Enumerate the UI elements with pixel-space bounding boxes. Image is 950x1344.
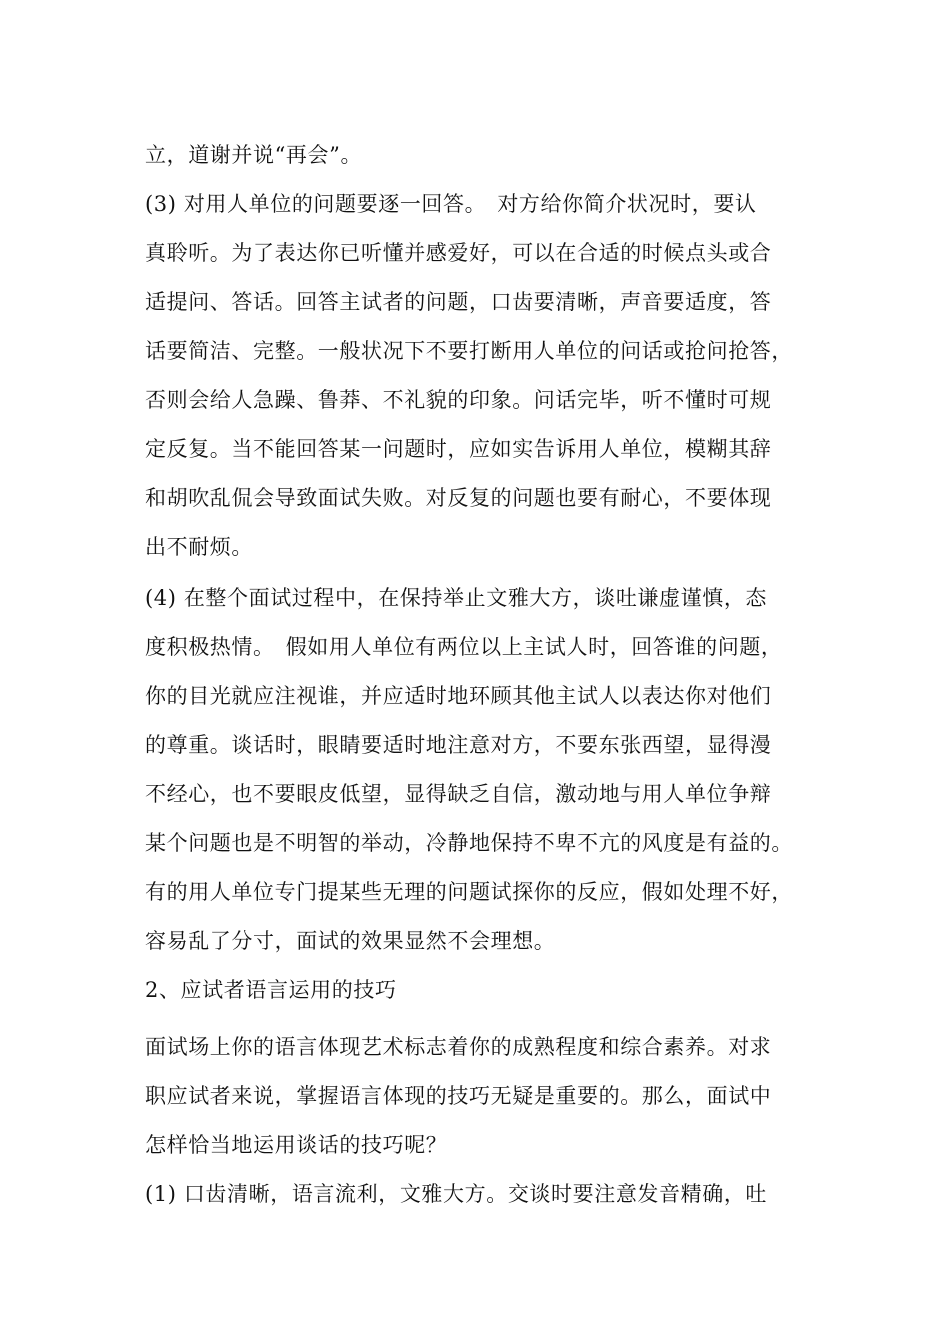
text-line: 立，道谢并说“再会”。 <box>145 143 363 167</box>
section-heading: 2、应试者语言运用的技巧 <box>145 978 397 1002</box>
text-line: 否则会给人急躁、鲁莽、不礼貌的印象。问话完毕，听不懂时可规 <box>145 388 772 412</box>
text-line: 容易乱了分寸，面试的效果显然不会理想。 <box>145 929 556 953</box>
text-line: 职应试者来说，掌握语言体现的技巧无疑是重要的。那么，面试中 <box>145 1084 772 1108</box>
text-line: 出不耐烦。 <box>145 535 253 559</box>
text-line: 面试场上你的语言体现艺术标志着你的成熟程度和综合素养。对求 <box>145 1035 772 1059</box>
text-line: 度积极热情。 假如用人单位有两位以上主试人时，回答谁的问题， <box>145 635 783 659</box>
text-line: 定反复。当不能回答某一问题时，应如实告诉用人单位，模糊其辞 <box>145 437 772 461</box>
text-line: (4) 在整个面试过程中，在保持举止文雅大方，谈吐谦虚谨慎，态 <box>145 586 768 610</box>
text-line: 话要简洁、完整。一般状况下不要打断用人单位的问话或抢问抢答， <box>145 339 793 363</box>
text-line: 你的目光就应注视谁，并应适时地环顾其他主试人以表达你对他们 <box>145 684 772 708</box>
text-line: (3) 对用人单位的问题要逐一回答。 对方给你简介状况时，要认 <box>145 192 757 216</box>
text-line: 怎样恰当地运用谈话的技巧呢？ <box>145 1133 448 1157</box>
text-line: (1) 口齿清晰，语言流利，文雅大方。交谈时要注意发音精确，吐 <box>145 1182 768 1206</box>
text-line: 有的用人单位专门提某些无理的问题试探你的反应，假如处理不好， <box>145 880 793 904</box>
text-line: 真聆听。为了表达你已听懂并感爱好，可以在合适的时候点头或合 <box>145 241 772 265</box>
text-line: 某个问题也是不明智的举动，冷静地保持不卑不亢的风度是有益的。 <box>145 831 793 855</box>
text-line: 不经心，也不要眼皮低望，显得缺乏自信，激动地与用人单位争辩 <box>145 782 772 806</box>
text-line: 和胡吹乱侃会导致面试失败。对反复的问题也要有耐心，不要体现 <box>145 486 772 510</box>
text-line: 的尊重。谈话时，眼睛要适时地注意对方，不要东张西望，显得漫 <box>145 733 772 757</box>
text-line: 适提问、答话。回答主试者的问题，口齿要清晰，声音要适度，答 <box>145 290 772 314</box>
